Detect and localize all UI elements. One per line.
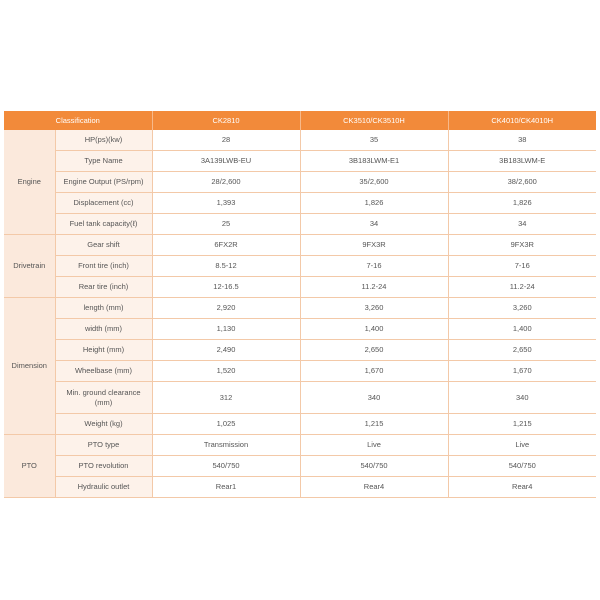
- spec-value: 11.2-24: [300, 277, 448, 298]
- spec-value: 6FX2R: [152, 235, 300, 256]
- spec-value: Live: [448, 435, 596, 456]
- spec-value: 540/750: [300, 456, 448, 477]
- spec-value: Transmission: [152, 435, 300, 456]
- category-dimension: Dimension: [4, 298, 55, 435]
- spec-value: 9FX3R: [448, 235, 596, 256]
- model-header: CK3510/CK3510H: [300, 111, 448, 130]
- model-header: CK2810: [152, 111, 300, 130]
- spec-value: 3B183LWM-E: [448, 151, 596, 172]
- table-row: [4, 456, 596, 477]
- attribute-label: Displacement (cc): [55, 193, 152, 214]
- spec-value: 8.5-12: [152, 256, 300, 277]
- spec-value: 312: [152, 382, 300, 414]
- table-row: [4, 382, 596, 414]
- spec-value: 35: [300, 130, 448, 151]
- table-row: [4, 435, 596, 456]
- category-engine: Engine: [4, 130, 55, 235]
- spec-value: 3,260: [300, 298, 448, 319]
- spec-value: 2,920: [152, 298, 300, 319]
- spec-value: 1,400: [300, 319, 448, 340]
- spec-value: Live: [300, 435, 448, 456]
- spec-value: 7-16: [300, 256, 448, 277]
- table-row: [4, 340, 596, 361]
- category-pto: PTO: [4, 435, 55, 498]
- attribute-label: Type Name: [55, 151, 152, 172]
- spec-value: Rear4: [300, 477, 448, 498]
- spec-value: 540/750: [152, 456, 300, 477]
- spec-value: 2,650: [300, 340, 448, 361]
- spec-value: 1,215: [300, 414, 448, 435]
- spec-value: 3,260: [448, 298, 596, 319]
- header-row: [4, 111, 596, 130]
- spec-value: 1,670: [300, 361, 448, 382]
- table-row: [4, 235, 596, 256]
- spec-value: 7-16: [448, 256, 596, 277]
- category-drivetrain: Drivetrain: [4, 235, 55, 298]
- table-row: [4, 256, 596, 277]
- attribute-label: Engine Output (PS/rpm): [55, 172, 152, 193]
- spec-value: 540/750: [448, 456, 596, 477]
- table-row: [4, 319, 596, 340]
- spec-table: [4, 111, 596, 498]
- spec-value: Rear1: [152, 477, 300, 498]
- table-row: [4, 298, 596, 319]
- model-header: CK4010/CK4010H: [448, 111, 596, 130]
- table-row: [4, 277, 596, 298]
- spec-value: Rear4: [448, 477, 596, 498]
- classification-header: Classification: [4, 111, 152, 130]
- spec-value: 12-16.5: [152, 277, 300, 298]
- spec-value: 38: [448, 130, 596, 151]
- attribute-label: Wheelbase (mm): [55, 361, 152, 382]
- attribute-label: HP(ps)(kw): [55, 130, 152, 151]
- table-row: [4, 477, 596, 498]
- spec-value: 38/2,600: [448, 172, 596, 193]
- spec-value: 1,826: [448, 193, 596, 214]
- spec-value: 2,650: [448, 340, 596, 361]
- spec-value: 1,130: [152, 319, 300, 340]
- attribute-label: Hydraulic outlet: [55, 477, 152, 498]
- attribute-label: width (mm): [55, 319, 152, 340]
- table-row: [4, 414, 596, 435]
- attribute-label: Gear shift: [55, 235, 152, 256]
- spec-value: 3A139LWB-EU: [152, 151, 300, 172]
- table-row: [4, 214, 596, 235]
- spec-value: 28: [152, 130, 300, 151]
- spec-value: 1,215: [448, 414, 596, 435]
- attribute-label: PTO type: [55, 435, 152, 456]
- attribute-label: Fuel tank capacity(ℓ): [55, 214, 152, 235]
- attribute-label: PTO revolution: [55, 456, 152, 477]
- attribute-label: Min. ground clearance (mm): [55, 382, 152, 414]
- attribute-label: Front tire (inch): [55, 256, 152, 277]
- attribute-label: Weight (kg): [55, 414, 152, 435]
- spec-value: 1,025: [152, 414, 300, 435]
- spec-value: 1,670: [448, 361, 596, 382]
- attribute-label: length (mm): [55, 298, 152, 319]
- spec-value: 11.2-24: [448, 277, 596, 298]
- spec-value: 1,400: [448, 319, 596, 340]
- attribute-label: Height (mm): [55, 340, 152, 361]
- table-row: [4, 172, 596, 193]
- spec-value: 1,393: [152, 193, 300, 214]
- spec-value: 340: [300, 382, 448, 414]
- table-row: [4, 361, 596, 382]
- spec-value: 2,490: [152, 340, 300, 361]
- spec-value: 34: [448, 214, 596, 235]
- spec-value: 340: [448, 382, 596, 414]
- spec-value: 9FX3R: [300, 235, 448, 256]
- table-row: [4, 130, 596, 151]
- spec-value: 25: [152, 214, 300, 235]
- spec-value: 35/2,600: [300, 172, 448, 193]
- spec-value: 34: [300, 214, 448, 235]
- spec-value: 1,520: [152, 361, 300, 382]
- spec-value: 3B183LWM-E1: [300, 151, 448, 172]
- table-row: [4, 193, 596, 214]
- spec-value: 1,826: [300, 193, 448, 214]
- attribute-label: Rear tire (inch): [55, 277, 152, 298]
- spec-value: 28/2,600: [152, 172, 300, 193]
- table-row: [4, 151, 596, 172]
